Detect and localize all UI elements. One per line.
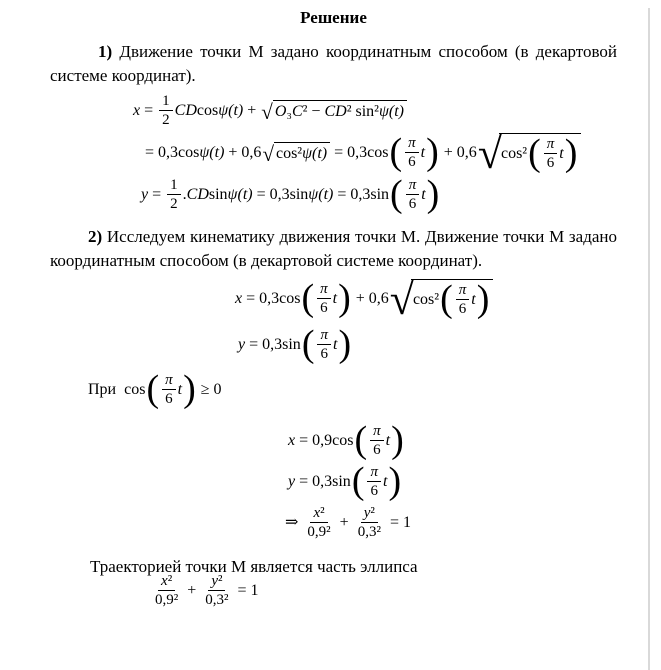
- document-body: [0, 8, 661, 608]
- formula-x-definition: x = $\frac{1}{2}$ CD cos ψ(t) + √ O ₃ C ² − CD ² sin² ψ(t): [133, 92, 617, 129]
- paragraph-1-line-2: системе координат).: [50, 66, 196, 85]
- page-title: Решение: [300, 8, 367, 27]
- paragraph-1: [50, 40, 617, 88]
- page-edge-divider: [648, 8, 650, 670]
- formula-y-simplified: y = 0,3sin ( $\frac{\pi}{6}$ t ): [288, 460, 402, 503]
- document-page: [0, 8, 661, 670]
- paragraph-2-text: Исследуем кинематику движения точки М. Движение точки М задано: [102, 227, 617, 246]
- formula-y-definition: y = $\frac{1}{2}$ . CD sin ψ(t) = 0,3sin ψ(t) = 0,3sin ( $\frac{\pi}{6}$ t ): [141, 173, 440, 216]
- list-number-1: 1): [98, 42, 113, 61]
- paragraph-1-line-1: [50, 40, 617, 64]
- paragraph-1-text: Движение точки М задано координатным способом (в декартовой: [112, 42, 617, 61]
- formula-y-coordinate: y = 0,3sin ( $\frac{\pi}{6}$ t ): [238, 323, 352, 366]
- formula-x-simplified: x = 0,9cos ( $\frac{\pi}{6}$ t ): [288, 419, 404, 462]
- formula-condition-cos-nonnegative: При cos ( $\frac{\pi}{6}$ t ) ≥ 0: [88, 368, 222, 411]
- closing-text: Траекторией точки М является часть эллипса: [90, 557, 418, 576]
- paragraph-2-line-1: [50, 225, 617, 249]
- formula-cutoff-next-line: x ² 0,9² + y ² 0,3² = 1: [155, 573, 259, 608]
- formula-ellipse-equation: ⇒ x ² 0,9² + y ² 0,3² = 1: [285, 505, 411, 540]
- list-number-2: 2): [88, 227, 103, 246]
- formula-x-coordinate: x = 0,3cos ( $\frac{\pi}{6}$ t ) + 0,6 √ cos² ( $\frac{\pi}{6}$ t ): [235, 279, 617, 318]
- paragraph-2: [50, 225, 617, 273]
- paragraph-2-line-2: координатным способом (в декартовой системе координат).: [50, 251, 483, 270]
- formula-x-evaluated: = 0,3cos ψ(t) + 0,6 √ cos² ψ(t) = 0,3cos ( $\frac{\pi}{6}$ t ) + 0,6 √ cos² ( $\frac{\pi}{6}$ t ): [145, 133, 617, 172]
